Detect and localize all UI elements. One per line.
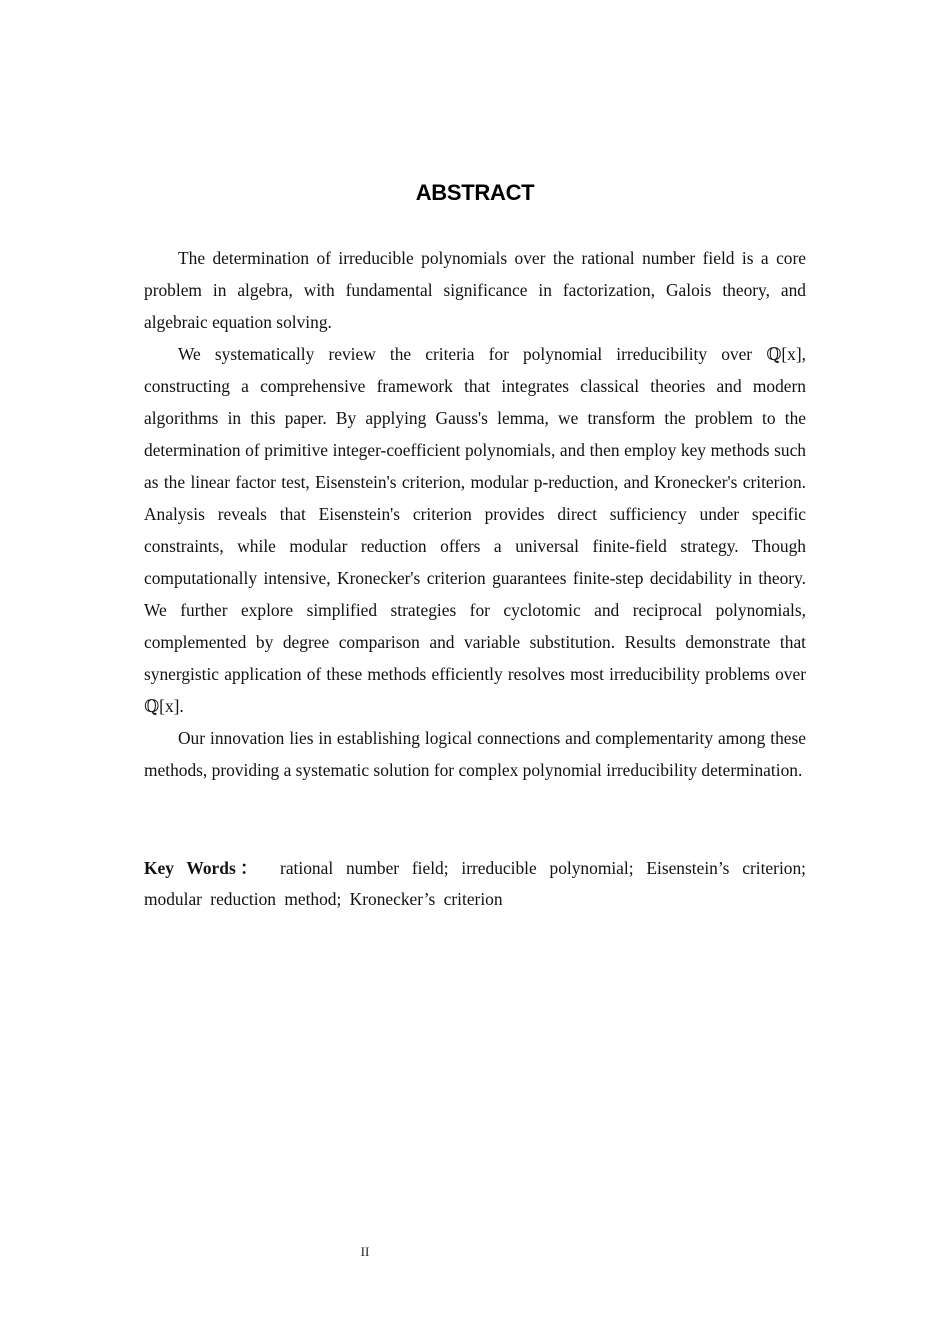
page-number: II xyxy=(360,1244,370,1259)
abstract-body xyxy=(144,242,806,786)
abstract-paragraph-1: The determination of irreducible polynomials over the rational number field is a core problem in algebra, with fundamental significance in factorization, Galois theory, and algebraic equation solving. xyxy=(144,248,806,332)
abstract-paragraph-2: We systematically review the criteria for polynomial irreducibility over ℚ[x], constructing a comprehensive framework that integrates classical theories and modern algorithms in this paper. By applying Gauss's lemma, we transform the problem to the determination of primitive integer-coefficient polynomials, and then employ key methods such as the linear factor test, Eisenstein's criterion, modular p-reduction, and Kronecker's criterion. Analysis reveals that Eisenstein's criterion provides direct sufficiency under specific constraints, while modular reduction offers a universal finite-field strategy. Though computationally intensive, Kronecker's criterion guarantees finite-step decidability in theory. We further explore simplified strategies for cyclotomic and reciprocal polynomials, complemented by degree comparison and variable substitution. Results demonstrate that synergistic application of these methods efficiently resolves most irreducibility problems over ℚ[x]. xyxy=(144,344,806,716)
abstract-title: ABSTRACT xyxy=(415,180,535,205)
abstract-paragraph-3: Our innovation lies in establishing logical connections and complementarity among these methods, providing a systematic solution for complex polynomial irreducibility determination. xyxy=(144,728,806,780)
keywords-label: Key Words： xyxy=(144,858,263,878)
keywords-block xyxy=(144,853,806,915)
keywords-text: rational number field; irreducible polynomial; Eisenstein’s criterion; modular reduction method; Kronecker’s criterion xyxy=(144,858,806,909)
